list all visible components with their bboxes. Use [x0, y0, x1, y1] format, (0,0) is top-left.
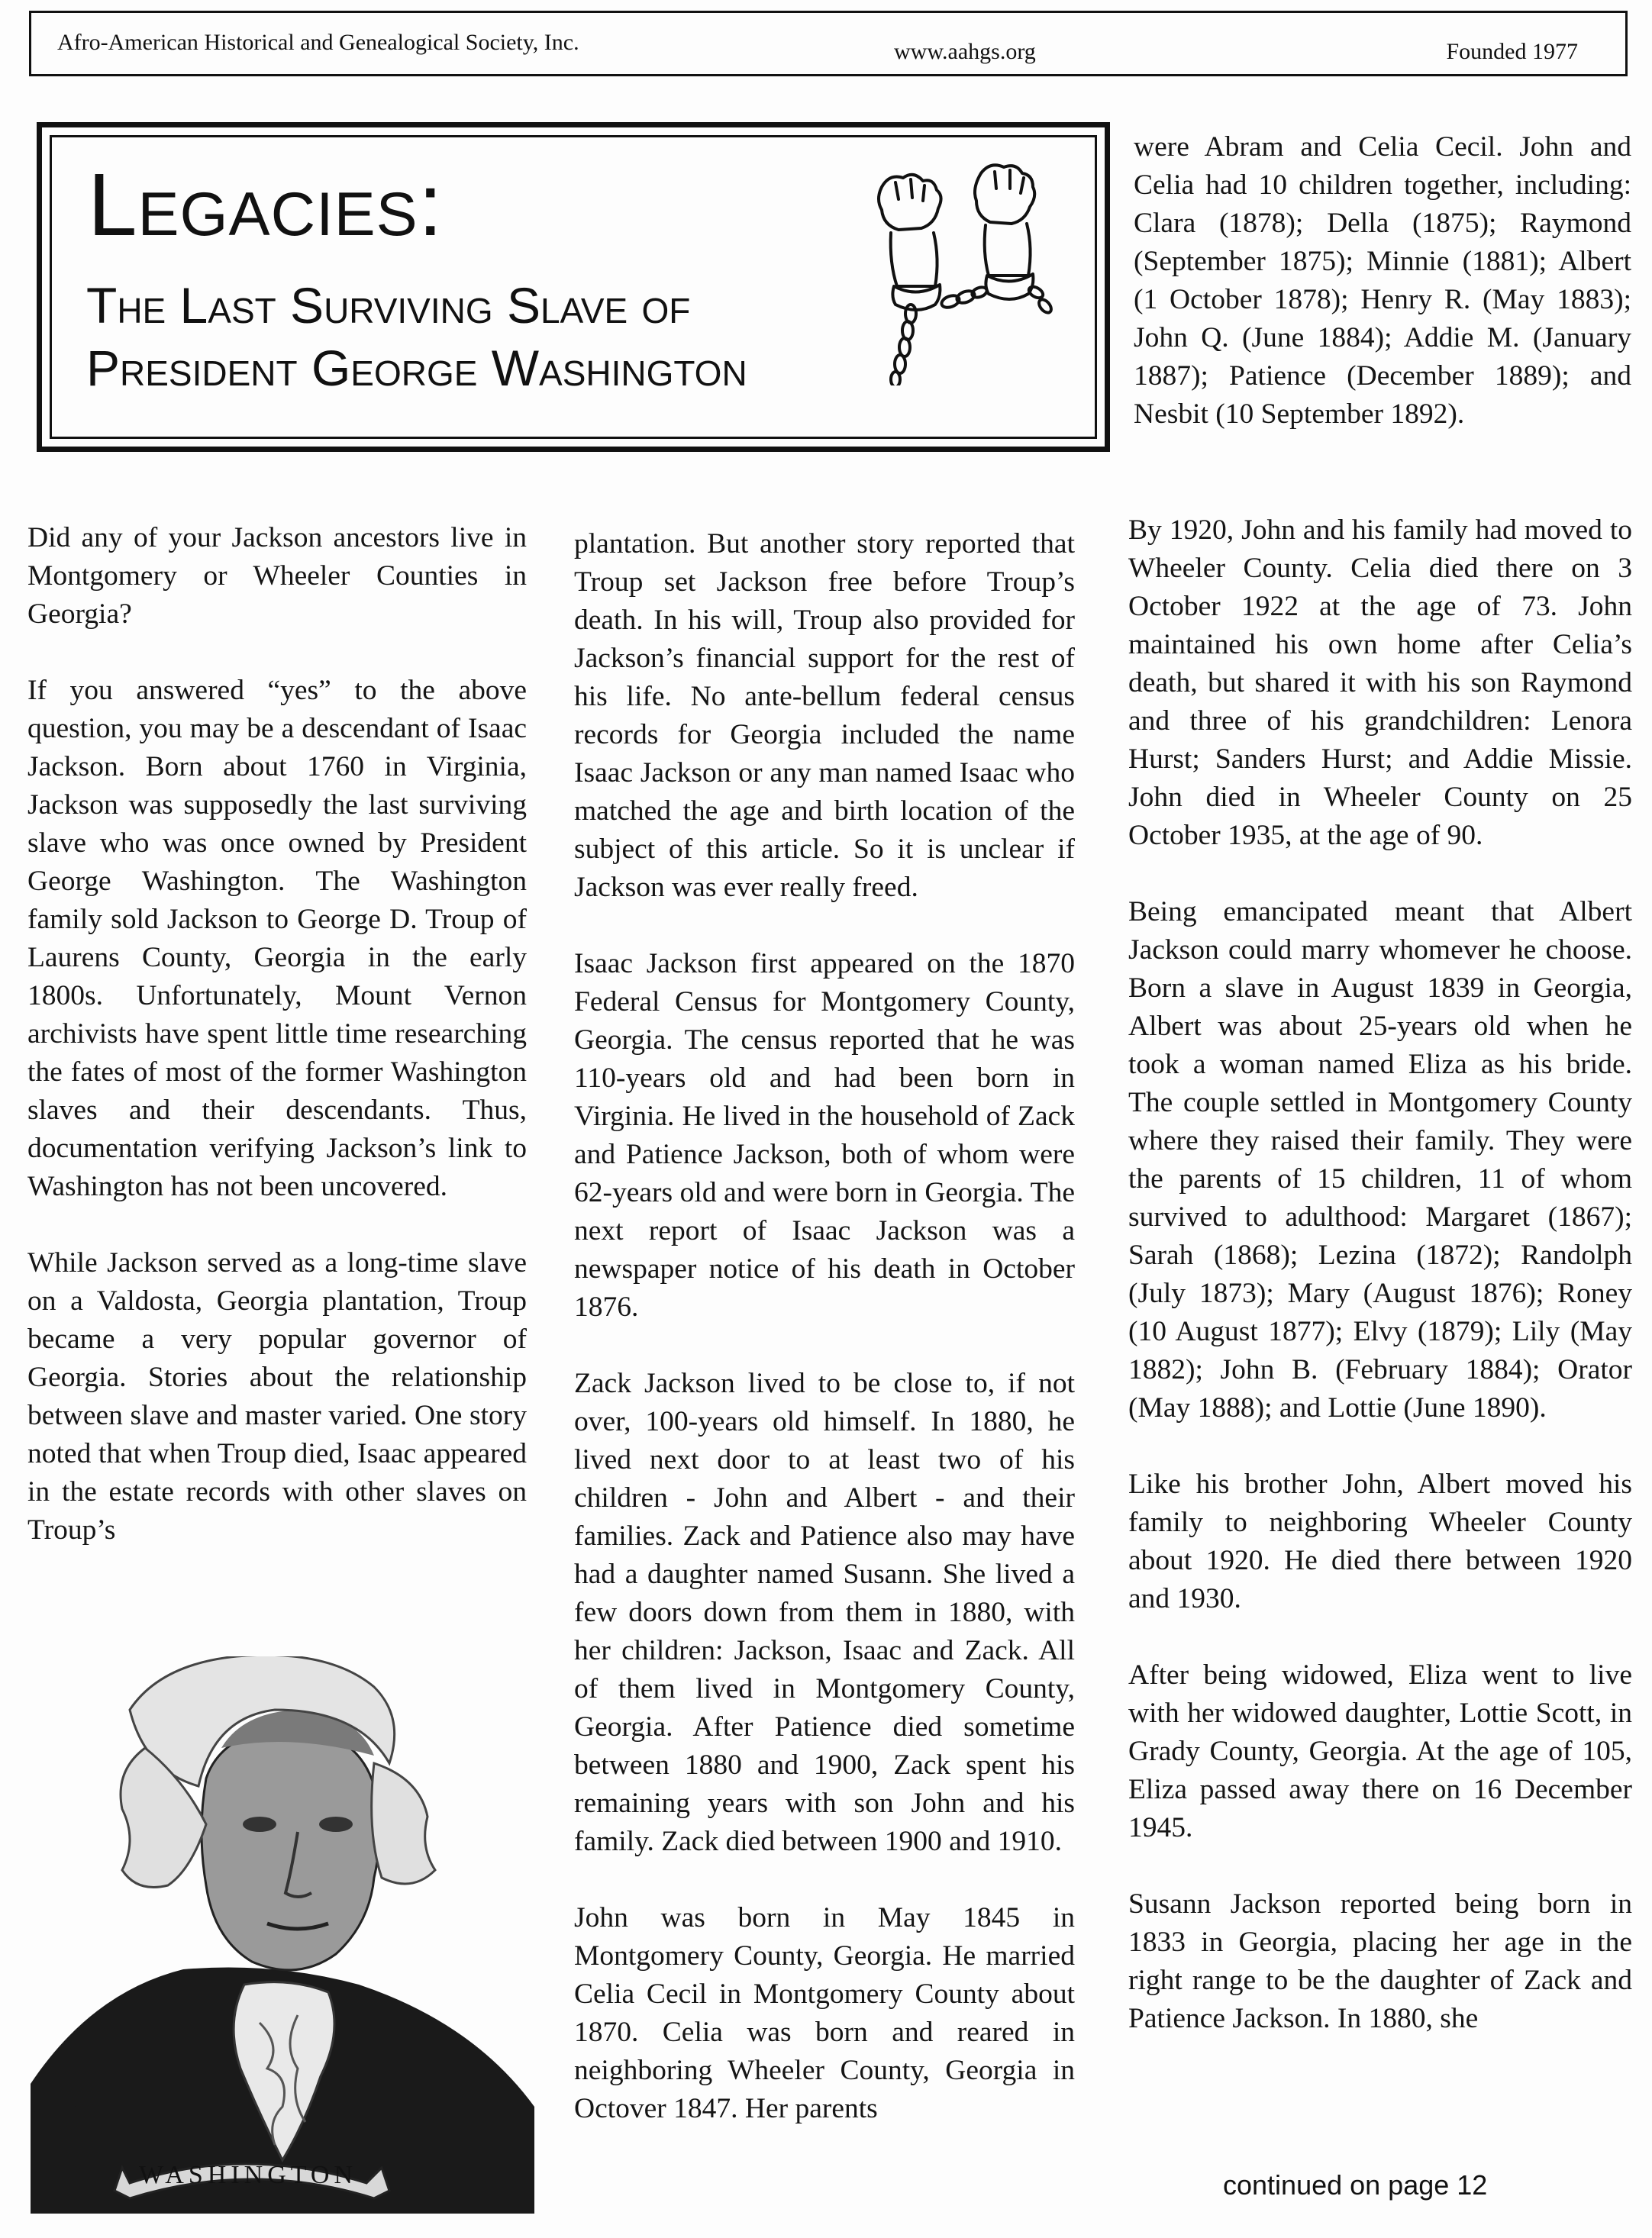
paragraph: Isaac Jackson first appeared on the 1870 Federal Census for Montgomery County, Georgia. The census reported that he was 110-years old and had been born in Virginia. He lived in the household of Zack and Patience Jackson, both of whom were 62-years old and were born in Georgia. The next report of Isaac Jackson was a newspaper notice of his death in October 1876.: [574, 948, 1075, 1323]
broken-chains-icon: [836, 156, 1065, 385]
paragraph: While Jackson served as a long-time slave on a Valdosta, Georgia plantation, Troup became a very popular governor of Georgia. Stories about the relationship between slave and master varied. One story noted that when Troup died, Isaac appeared in the estate records with other slaves on Troup’s: [27, 1247, 527, 1546]
george-washington-portrait: [15, 1656, 550, 2214]
portrait-banner-label: WASHINGTON: [138, 2161, 358, 2189]
paragraph: Susann Jackson reported being born in 1833 in Georgia, placing her age in the right range to be the daughter of Zack and Patience Jackson. In 1880, she: [1128, 1888, 1632, 2034]
founded-year: Founded 1977: [1446, 39, 1578, 64]
website-url: www.aahgs.org: [894, 39, 1036, 64]
paragraph: By 1920, John and his family had moved to Wheeler County. Celia died there on 3 October 1922 at the age of 73. John maintained his own home after Celia’s death, but shared it with his son Raymond and three of his grandchildren: Lenora Hurst; Sanders Hurst; and Addie Missie. John died in Wheeler County on 25 October 1935, at the age of 90.: [1128, 514, 1632, 851]
article-subtitle: [86, 274, 747, 399]
paragraph: were Abram and Celia Cecil. John and Celia had 10 children together, including: Clara (1878); Della (1875); Raymond (September 1875); Minnie (1881); Albert (1 October 1878); Henry R. (May 1883); John Q. (June 1884); Addie M. (January 1887); Patience (December 1889); and Nesbit (10 September 1892).: [1134, 131, 1631, 430]
subtitle-line-1: The Last Surviving Slave of: [86, 277, 691, 334]
paragraph: Like his brother John, Albert moved his family to neighboring Wheeler County about 1920. He died there between 1920 and 1930.: [1128, 1469, 1632, 1614]
paragraph: If you answered “yes” to the above question, you may be a descendant of Isaac Jackson. Born about 1760 in Virginia, Jackson was supposedly the last surviving slave who was once owned by President George Washington. The Washington family sold Jackson to George D. Troup of Laurens County, Georgia in the early 1800s. Unfortunately, Mount Vernon archivists have spent little time researching the fates of most of the former Washington slaves and their descendants. Thus, documentation verifying Jackson’s link to Washington has not been uncovered.: [27, 675, 527, 1202]
subtitle-line-2: President George Washington: [86, 340, 747, 396]
article-title-box: [37, 122, 1110, 452]
continued-note: continued on page 12: [1223, 2169, 1488, 2201]
paragraph: John was born in May 1845 in Montgomery County, Georgia. He married Celia Cecil in Montgomery County about 1870. Celia was born and reared in neighboring Wheeler County, Georgia in Octover 1847. Her parents: [574, 1902, 1075, 2124]
article-column-1: [27, 519, 527, 1550]
paragraph: Being emancipated meant that Albert Jackson could marry whomever he choose. Born a slave in August 1839 in Georgia, Albert was about 25-years old when he took a woman named Eliza as his bride. The couple settled in Montgomery County where they raised their family. They were the parents of 15 children, 11 of whom survived to adulthood: Margaret (1867); Sarah (1868); Lezina (1872); Randolph (July 1873); Mary (August 1876); Roney (10 August 1877); Elvy (1879); Lily (May 1882); John B. (February 1884); Orator (May 1888); and Lottie (June 1890).: [1128, 896, 1632, 1424]
article-series-title: Legacies:: [88, 155, 444, 254]
paragraph: Did any of your Jackson ancestors live in Montgomery or Wheeler Counties in Georgia?: [27, 522, 527, 630]
paragraph: After being widowed, Eliza went to live with her widowed daughter, Lottie Scott, in Grady County, Georgia. At the age of 105, Eliza passed away there on 16 December 1945.: [1128, 1659, 1632, 1843]
article-column-3: [1128, 511, 1632, 2038]
masthead-bar: [29, 11, 1628, 76]
article-column-3-top: [1134, 128, 1631, 434]
paragraph: plantation. But another story reported that Troup set Jackson free before Troup’s death. In his will, Troup also provided for Jackson’s financial support for the rest of his life. No ante-bellum federal census records for Georgia included the name Isaac Jackson or any man named Isaac who matched the age and birth location of the subject of this article. So it is unclear if Jackson was ever really freed.: [574, 528, 1075, 903]
article-column-2: [574, 525, 1075, 2128]
paragraph: Zack Jackson lived to be close to, if not over, 100-years old himself. In 1880, he lived next door to at least two of his children - John and Albert - and their families. Zack and Patience also may have had a daughter named Susann. She lived a few doors down from them in 1880, with her children: Jackson, Isaac and Zack. All of them lived in Montgomery County, Georgia. After Patience died sometime between 1880 and 1900, Zack spent his remaining years with son John and his family. Zack died between 1900 and 1910.: [574, 1368, 1075, 1857]
org-name: Afro-American Historical and Genealogical Society, Inc.: [57, 30, 579, 55]
